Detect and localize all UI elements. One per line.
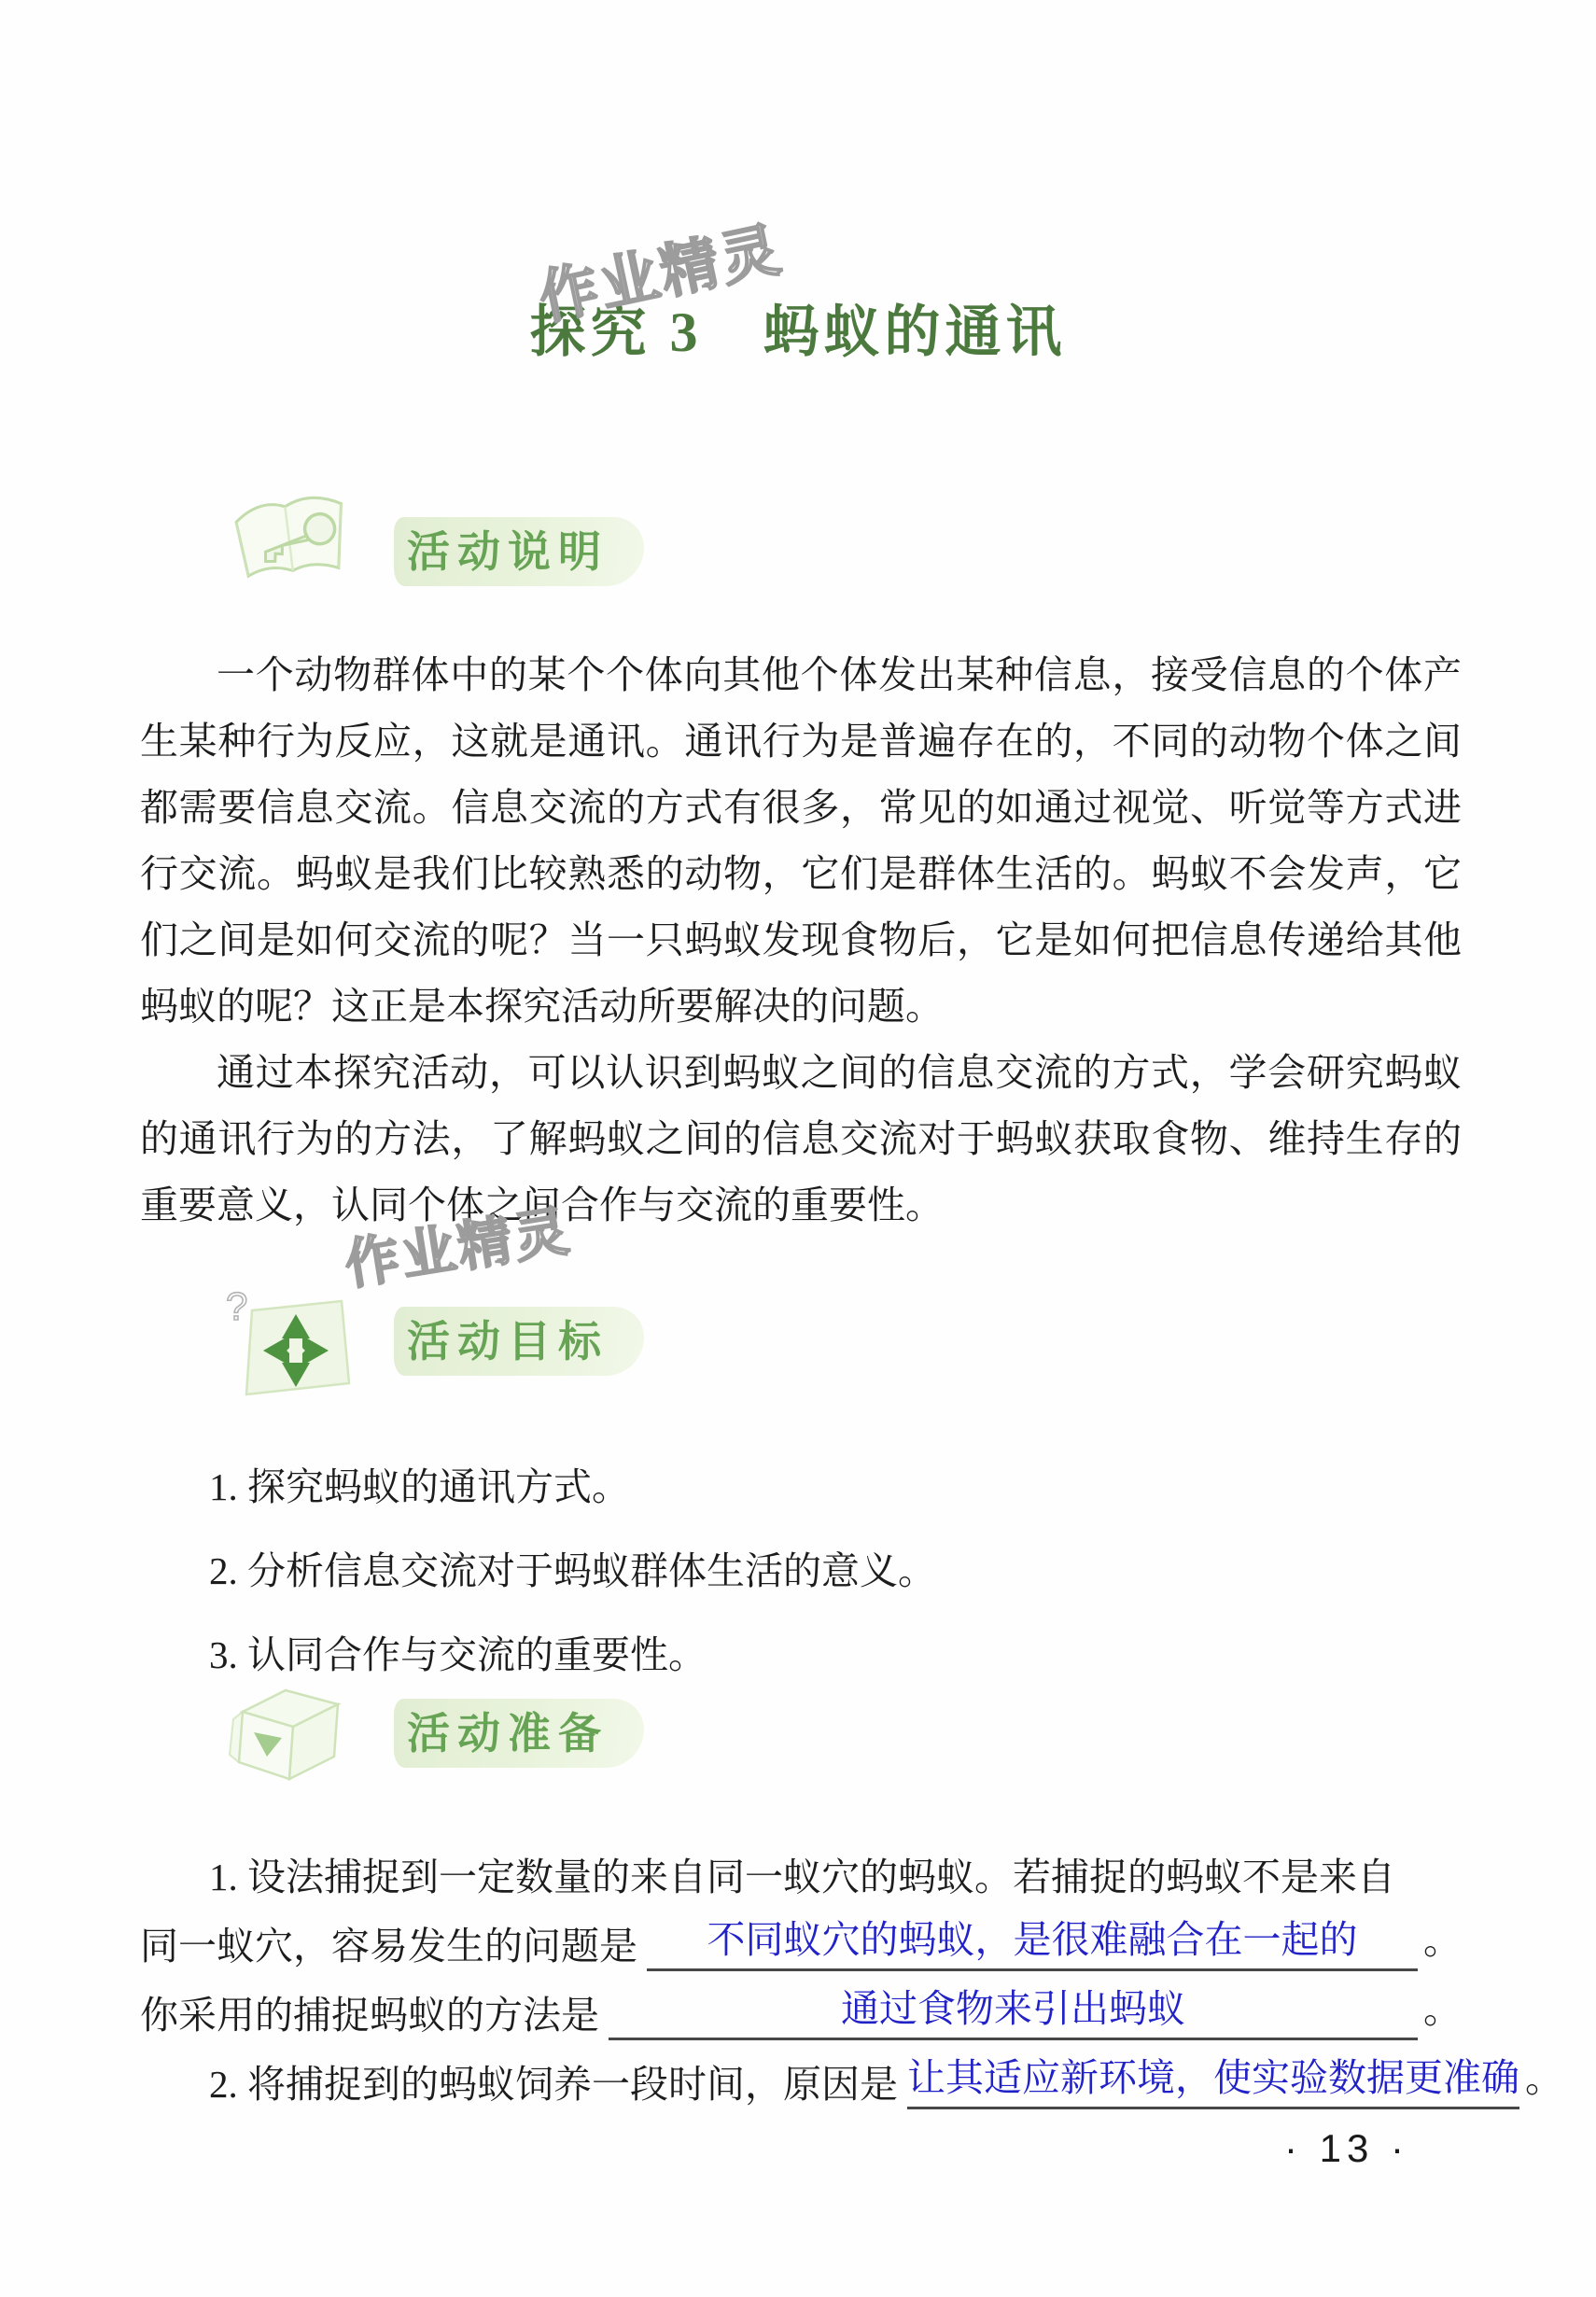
answer-blank-3: [907, 2049, 1519, 2109]
goal-item-1: 1. 探究蚂蚁的通讯方式。: [209, 1465, 630, 1508]
prep-item-2-blank-row: [140, 2050, 1563, 2119]
book-key-icon: [224, 483, 364, 600]
intro-text: [140, 642, 1462, 1239]
section-title: 活动准备: [407, 1709, 609, 1758]
section-banner: [394, 1699, 644, 1768]
prep-item-1-blank-row-2: [140, 1981, 1462, 2050]
preparation-block: [140, 1842, 1563, 2119]
blank-label: 同一蚁穴，容易发生的问题是: [140, 1925, 637, 1968]
supply-box-icon: [224, 1674, 359, 1800]
handwritten-answer-2: 通过食物来引出蚂蚁: [841, 1987, 1185, 2030]
answer-blank-1: [647, 1911, 1418, 1971]
page-title: 探究 3 蚂蚁的通讯: [529, 301, 1067, 363]
goal-item-2: 2. 分析信息交流对于蚂蚁群体生活的意义。: [209, 1549, 936, 1592]
page-number: · 13 ·: [1283, 2126, 1409, 2170]
intro-paragraph-2: 通过本探究活动，可以认识到蚂蚁之间的信息交流的方式，学会研究蚂蚁的通讯行为的方法，了解蚂蚁之间的信息交流对于蚂蚁获取食物、维持生存的重要意义，认同个体之间合作与交流的重要性。: [140, 1051, 1462, 1226]
full-stop: 。: [1423, 1919, 1462, 1962]
section-title: 活动说明: [407, 527, 609, 576]
blank-label: 2. 将捕捉到的蚂蚁饲养一段时间，原因是: [209, 2063, 898, 2106]
handwritten-answer-1: 不同蚁穴的蚂蚁，是很难融合在一起的: [707, 1918, 1358, 1961]
watermark-text: 作业精灵: [341, 1200, 576, 1296]
section-header-activity-preparation: [140, 1674, 1462, 1805]
svg-text:?: ?: [226, 1286, 248, 1328]
prep-item-1-blank-row-1: [140, 1912, 1462, 1981]
handwritten-answer-3: 让其适应新环境，使实验数据更准确: [907, 2056, 1519, 2099]
answer-blank-2: [609, 1980, 1418, 2040]
intro-paragraph-1: 一个动物群体中的某个个体向其他个体发出某种信息，接受信息的个体产生某种行为反应，这就是通讯。通讯行为是普遍存在的，不同的动物个体之间都需要信息交流。信息交流的方式有很多，常见的如通过视觉、听觉等方式进行交流。蚂蚁是我们比较熟悉的动物，它们是群体生活的。蚂蚁不会发声，它们之间是如何交流的呢？当一只蚂蚁发现食物后，它是如何把信息传递给其他蚂蚁的呢？这正是本探究活动所要解决的问题。: [140, 653, 1462, 1028]
prep-item-1-line-1: 1. 设法捕捉到一定数量的来自同一蚁穴的蚂蚁。若捕捉的蚂蚁不是来自: [209, 1856, 1395, 1898]
blank-label: 你采用的捕捉蚂蚁的方法是: [140, 1994, 599, 2037]
compass-arrows-icon: [224, 1286, 359, 1408]
full-stop: 。: [1525, 2057, 1563, 2100]
full-stop: 。: [1423, 1988, 1462, 2031]
watermark-text: 作业精灵: [533, 217, 789, 332]
section-banner: [394, 1307, 644, 1376]
goals-list: [140, 1445, 1462, 1697]
section-header-activity-goals: [140, 1286, 1462, 1417]
section-header-activity-notes: [140, 483, 1462, 614]
section-banner: [394, 517, 644, 586]
goal-item-3: 3. 认同合作与交流的重要性。: [209, 1633, 707, 1676]
section-title: 活动目标: [407, 1317, 609, 1366]
